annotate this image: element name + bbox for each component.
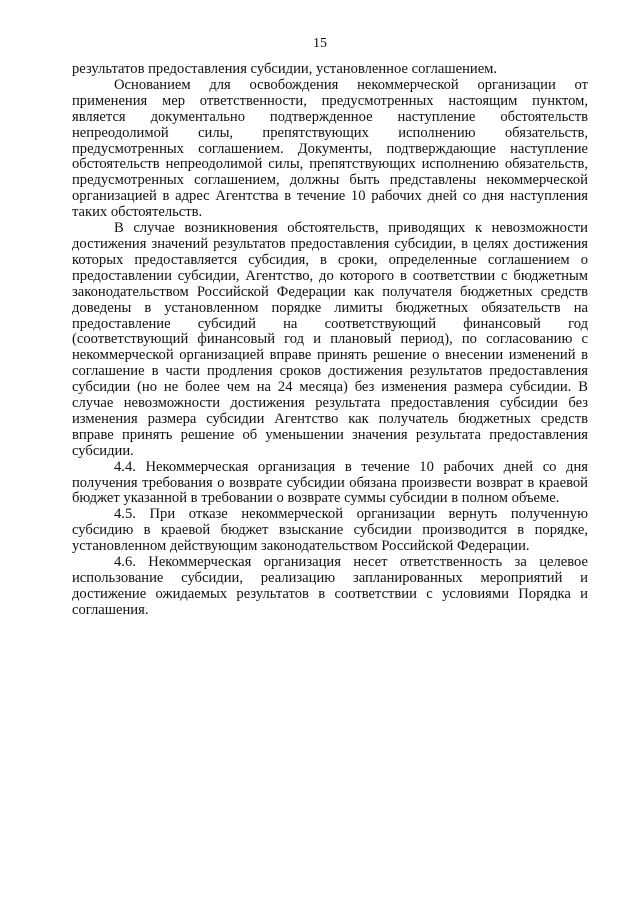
paragraph-exemption-grounds: Основанием для освобождения некоммерческой организации от применения мер ответственности, предусмотренных настоящим пунктом, является документально подтвержденное наступление обстоятельств непреодолимой силы, препятствующих исполнению обязательств, предусмотренных соглашением. Документы, подтверждающие наступление обстоятельств непреодолимой силы, препятствующих исполнению обязательств, предусмотренных соглашением, должны быть представлены некоммерческой организацией в адрес Агентства в течение 10 рабочих дней со дня наступления таких обстоятельств. [72, 76, 588, 221]
page-number: 15 [313, 36, 327, 51]
paragraph-continuation: результатов предоставления субсидии, установленное соглашением. [72, 61, 498, 77]
paragraph-4-6: 4.6. Некоммерческая организация несет ответственность за целевое использование субсидии, реализацию запланированных мероприятий и достижение ожидаемых результатов в соответствии с условиями Порядка и соглашения. [72, 554, 588, 618]
paragraph-4-5: 4.5. При отказе некоммерческой организации вернуть полученную субсидию в краевой бюджет взыскание субсидии производится в порядке, установленном действующим законодательством Российской Федерации. [72, 506, 588, 555]
document-body [72, 62, 588, 619]
paragraph-circumstances: В случае возникновения обстоятельств, приводящих к невозможности достижения значений результатов предоставления субсидии, в целях достижения которых предоставляется субсидия, в сроки, определенные соглашением о предоставлении субсидии, Агентство, до которого в соответствии с бюджетным законодательством Российской Федерации как получателя бюджетных средств доведены в установленном порядке лимиты бюджетных обязательств на предоставление субсидий на соответствующий финансовый год (соответствующий финансовый год и плановый период), по согласованию с некоммерческой организацией вправе принять решение о внесении изменений в соглашение в части продления сроков достижения результатов предоставления субсидии (но не более чем на 24 месяца) без изменения размера субсидии. В случае невозможности достижения результата предоставления субсидии без изменения размера субсидии Агентство как получатель бюджетных средств вправе принять решение об уменьшении значения результата предоставления субсидии. [72, 220, 588, 459]
paragraph-4-4: 4.4. Некоммерческая организация в течение 10 рабочих дней со дня получения требования о возврате субсидии обязана произвести возврат в краевой бюджет указанной в требовании о возврате суммы субсидии в полном объеме. [72, 458, 588, 507]
